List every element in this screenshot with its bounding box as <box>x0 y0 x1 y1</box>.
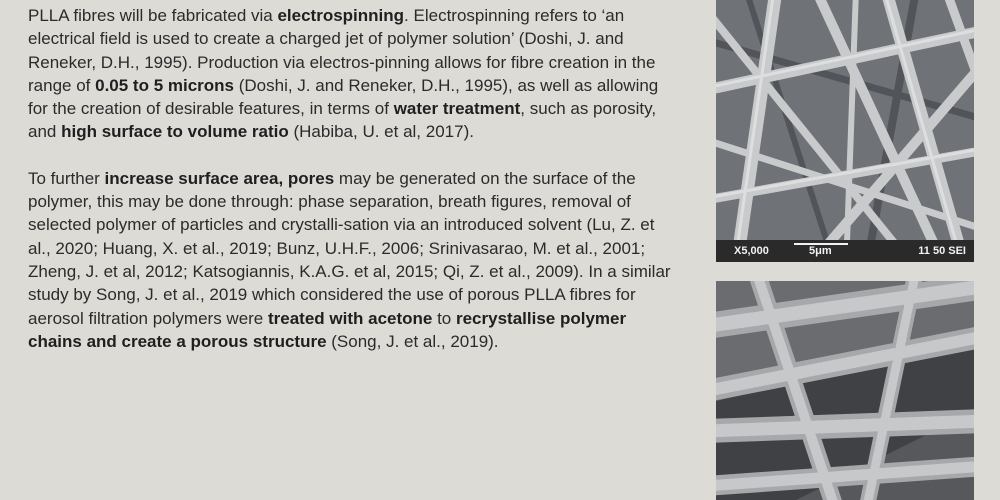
text-run: (Song, J. et al., 2019). <box>326 331 499 351</box>
bold-phrase: increase surface area, pores <box>104 168 335 188</box>
bold-phrase: treated with acetone <box>267 308 433 328</box>
sem-image-porous-fibres <box>716 281 974 500</box>
sem-info-label: 11 50 SEI <box>918 245 966 257</box>
text-run: PLLA fibres will be fabricated via <box>28 6 278 25</box>
magnification-label: X5,000 <box>734 245 769 257</box>
paragraph-pores <box>28 167 678 353</box>
text-run: (Habiba, U. et al, 2017). <box>288 122 474 142</box>
paragraph-electrospinning <box>28 4 678 144</box>
bold-phrase: electrospinning <box>277 6 405 25</box>
bold-phrase: recrystallise polymer chains and create a porous structure <box>28 308 627 351</box>
bold-phrase: 0.05 to 5 microns <box>95 75 234 95</box>
scale-length-label: 5μm <box>809 245 832 257</box>
text-run: may be generated on the surface of the polymer, this may be done through: phase separation, breath figures, removal of selected polymer of particles and crystalli-sation via an introduced solvent (Lu, Z. et al., 2020; Huang, X. et al., 2019; Bunz, U.H.F., 2006; Srinivasarao, M. et al., 2001; Zheng, J. et al, 2012; Katsogiannis, K.A.G. et al, 2015; Qi, Z. et al., 2009). In a similar study by Song, J. et al., 2019 which considered the use of porous PLLA fibres for aerosol filtration polymers were <box>28 168 671 328</box>
text-run: , such as porosity, and <box>28 99 657 142</box>
sem-scale-bar <box>716 240 974 262</box>
text-run: (Doshi, J. and Reneker, D.H., 1995), as well as allowing for the creation of desirable features, in terms of <box>28 75 659 119</box>
bold-phrase: high surface to volume ratio <box>61 122 289 142</box>
sem-image-smooth-fibres <box>716 0 974 262</box>
text-run: to <box>432 308 456 328</box>
text-run: . Electrospinning refers to ‘an electrical field is used to create a charged jet of polymer solution’ (Doshi, J. and Reneker, D.H., 1995). Production via electros-pinning allows for fibre creation in the range of <box>28 6 656 95</box>
text-run: To further <box>28 168 105 188</box>
bold-phrase: water treatment <box>393 99 521 119</box>
body-text <box>28 4 678 353</box>
